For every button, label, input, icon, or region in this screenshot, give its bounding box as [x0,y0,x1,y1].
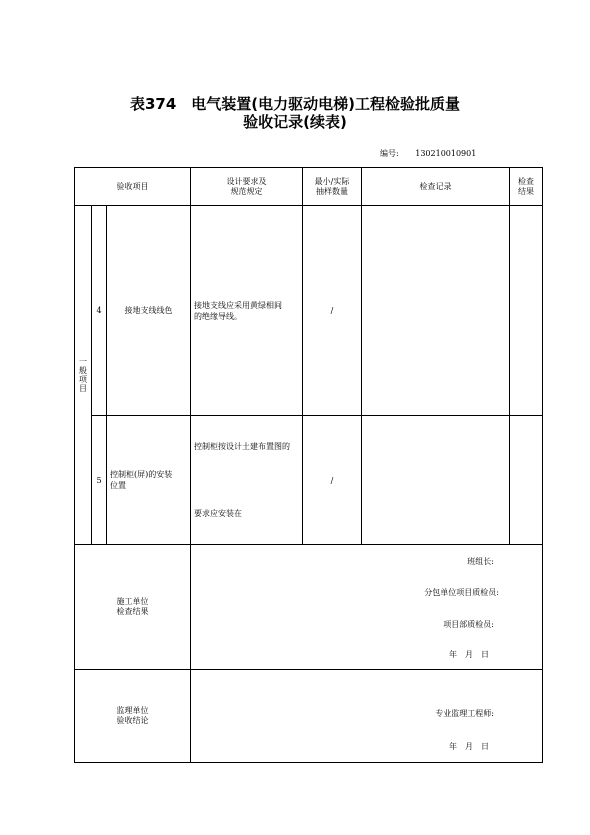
header-result-line2: 结果 [518,186,534,196]
construction-label-line1: 施工单位 [116,597,149,606]
form-code-label: 编号: [380,149,399,158]
row-number: 5 [92,416,107,545]
supervision-label-line2: 验收结论 [116,716,149,725]
form-code [380,148,476,159]
header-result-line1: 检查 [518,176,534,186]
row-record[interactable] [362,206,510,416]
row-result[interactable] [510,206,543,416]
team-leader-label: 班组长: [467,557,494,566]
construction-date: 年 月 日 [449,650,489,659]
header-sample-line1: 最小/实际 [314,176,350,186]
form-code-value: 130210010901 [415,149,477,158]
construction-row [75,545,543,670]
header-record: 检查记录 [362,168,510,206]
row-item: 接地支线线色 [107,206,191,416]
construction-label-line2: 检查结果 [116,607,149,616]
header-design-line2: 规范规定 [230,186,263,196]
row-item-line2: 位置 [110,481,126,490]
supervision-label-line1: 监理单位 [116,706,149,715]
inspection-table [74,167,543,763]
row-design-line2: 的绝缘导线。 [194,311,242,321]
header-design-line1: 设计要求及 [226,176,267,186]
row-record[interactable] [362,416,510,545]
sub-inspector-label: 分包单位项目质检员: [424,588,499,597]
category-label: 一般项目 [78,357,88,393]
project-inspector-label: 项目部质检员: [443,620,494,629]
supervision-label [75,670,191,763]
table-row [75,206,543,416]
row-sample: / [303,416,362,545]
header-sample-line2: 抽样数量 [316,186,348,196]
table-row [75,416,543,545]
form-title-line2: 验收记录(续表) [243,113,347,131]
form-title-line1: 表374 电气装置(电力驱动电梯)工程检验批质量 [129,95,461,113]
supervision-signatures[interactable] [191,670,543,763]
row-item [107,416,191,545]
header-design [191,168,303,206]
row-result[interactable] [510,416,543,545]
row-design-bottom: 要求应安装在 [194,509,242,518]
row-item-line1: 控制柜(屏)的安装 [110,470,173,479]
supervision-engineer-label: 专业监理工程师: [435,709,494,718]
category-cell [75,206,92,545]
row-number: 4 [92,206,107,416]
row-sample: / [303,206,362,416]
construction-label [75,545,191,670]
header-item: 验收项目 [75,168,191,206]
header-sample [303,168,362,206]
supervision-row [75,670,543,763]
construction-signatures[interactable] [191,545,543,670]
row-design-top: 控制柜按设计土建布置图的 [194,442,290,451]
supervision-date: 年 月 日 [449,742,489,751]
header-row [75,168,543,206]
header-result [510,168,543,206]
row-design [191,206,303,416]
row-design [191,416,303,545]
row-design-line1: 接地支线应采用黄绿相间 [194,300,282,310]
